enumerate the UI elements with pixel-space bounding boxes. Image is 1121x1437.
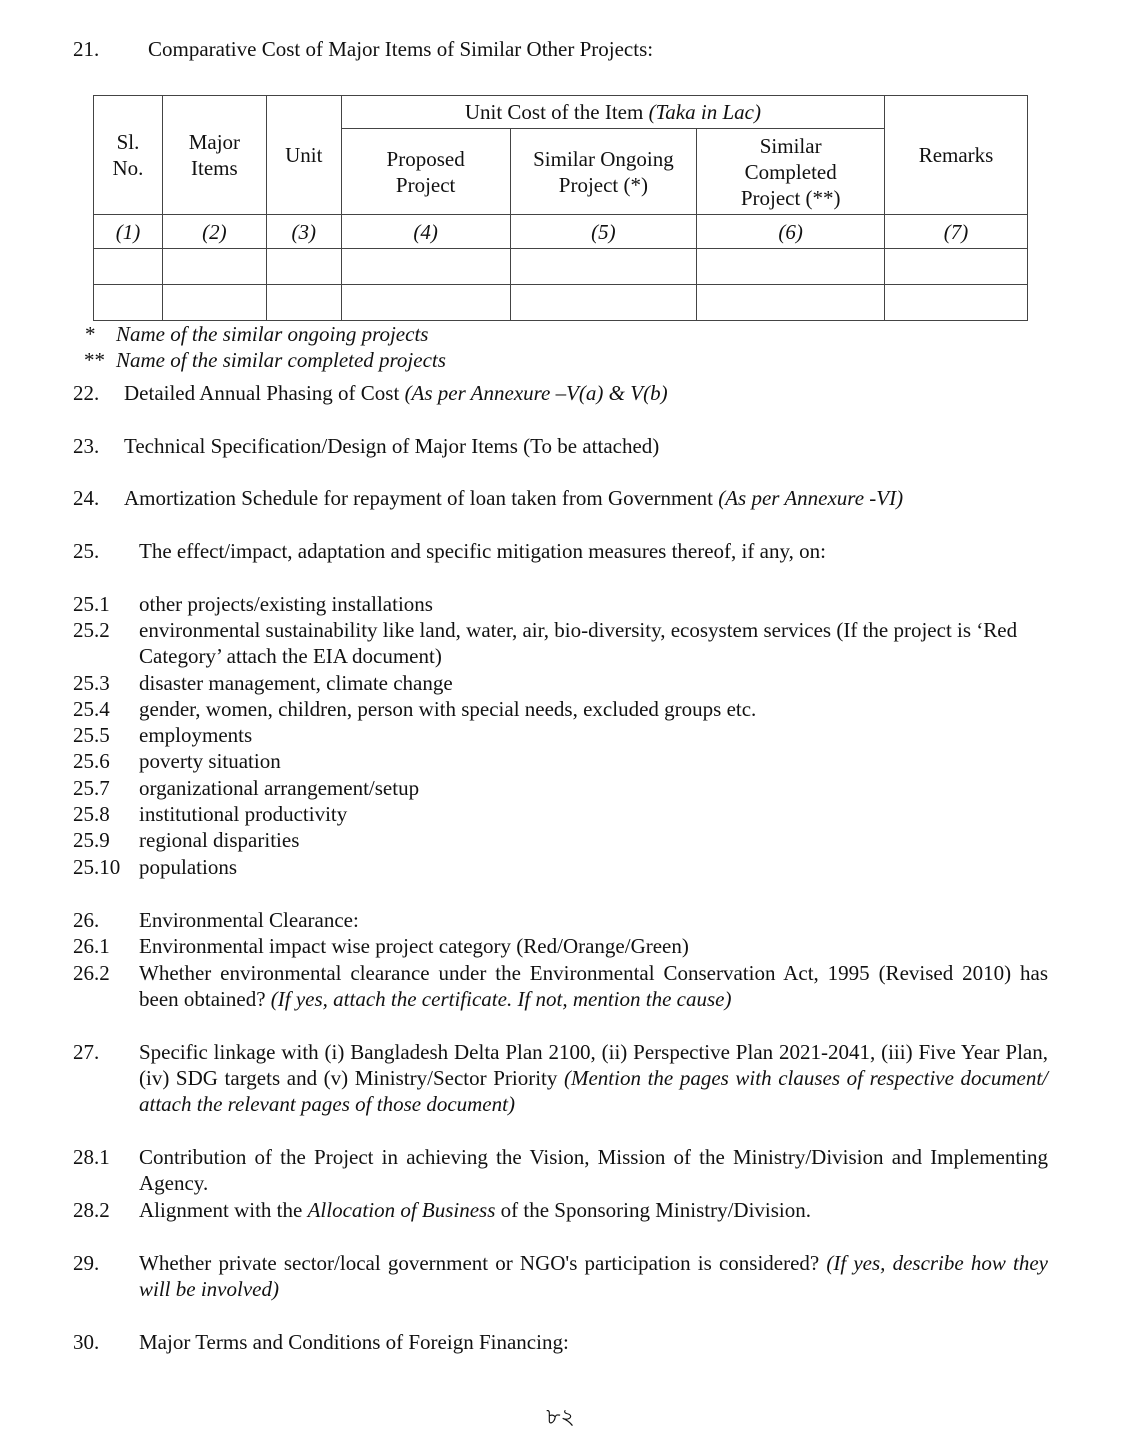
section-24-text: Amortization Schedule for repayment of loan taken from Government (As per Annexure -VI)	[124, 486, 904, 510]
section-23-number: 23.	[73, 434, 100, 458]
header-proposed-project: Proposed Project	[341, 129, 510, 215]
section-27-text: Specific linkage with (i) Bangladesh Delta Plan 2100, (ii) Perspective Plan 2021-2041, (iii) Five Year Plan, (iv) SDG targets and (v) Ministry/Sector Priority (Mention the pages with clauses of respective document/ attach the relevant pages of those document)	[139, 1040, 1048, 1116]
table-cell	[341, 249, 510, 285]
table-cell	[341, 285, 510, 321]
col-number: (6)	[697, 215, 885, 249]
item-text: environmental sustainability like land, water, air, bio-diversity, ecosystem services (If the project is ‘Red Category’ attach the EIA document)	[139, 618, 1018, 668]
item-number: 25.9	[73, 828, 110, 852]
table-cell	[162, 285, 266, 321]
header-similar-completed: Similar Completed Project (**)	[697, 129, 885, 215]
item-text: organizational arrangement/setup	[139, 776, 420, 800]
col-number: (7)	[885, 215, 1028, 249]
table-cell	[697, 249, 885, 285]
item-text: populations	[139, 855, 237, 879]
item-text: employments	[139, 723, 253, 747]
item-number: 26.1	[73, 934, 110, 958]
table-row	[94, 285, 1028, 321]
section-26-number: 26.	[73, 908, 100, 932]
section-22-text: Detailed Annual Phasing of Cost (As per Annexure –V(a) & V(b)	[124, 381, 668, 405]
table-cell	[697, 285, 885, 321]
item-number: 25.10	[73, 855, 121, 879]
item-text: gender, women, children, person with special needs, excluded groups etc.	[139, 697, 757, 721]
page-number: ৮২	[546, 1404, 575, 1429]
item-number: 25.3	[73, 671, 110, 695]
item-text: other projects/existing installations	[139, 592, 433, 616]
table-cell	[510, 249, 697, 285]
col-number: (3)	[266, 215, 341, 249]
item-text: Alignment with the Allocation of Business of the Sponsoring Ministry/Division.	[139, 1198, 812, 1222]
item-text: Whether environmental clearance under the Environmental Conservation Act, 1995 (Revised 2010) has been obtained? (If yes, attach the certificate. If not, mention the cause)	[139, 961, 1048, 1011]
item-number: 28.1	[73, 1145, 110, 1169]
section-25-text: The effect/impact, adaptation and specific mitigation measures thereof, if any, on:	[139, 539, 826, 563]
section-30-number: 30.	[73, 1330, 100, 1354]
table-row	[94, 249, 1028, 285]
item-number: 25.2	[73, 618, 110, 642]
section-23-text: Technical Specification/Design of Major Items (To be attached)	[124, 434, 660, 458]
item-text: institutional productivity	[139, 802, 348, 826]
section-21-title: Comparative Cost of Major Items of Similar Other Projects:	[148, 37, 654, 61]
table-cell	[510, 285, 697, 321]
section-30-text: Major Terms and Conditions of Foreign Financing:	[139, 1330, 569, 1354]
section-29-text: Whether private sector/local government or NGO's participation is considered? (If yes, describe how they will be involved)	[139, 1251, 1048, 1301]
section-21-number: 21.	[73, 37, 100, 61]
item-text: disaster management, climate change	[139, 671, 453, 695]
header-sl-no: Sl. No.	[94, 96, 163, 215]
table-cell	[94, 249, 163, 285]
item-number: 28.2	[73, 1198, 110, 1222]
footnote-text: Name of the similar completed projects	[116, 348, 446, 372]
section-22-number: 22.	[73, 381, 100, 405]
column-number-row	[94, 215, 1028, 249]
col-number: (5)	[510, 215, 697, 249]
table-cell	[162, 249, 266, 285]
item-number: 25.7	[73, 776, 110, 800]
item-number: 25.1	[73, 592, 110, 616]
header-unit-cost-group: Unit Cost of the Item (Taka in Lac)	[341, 96, 884, 129]
header-unit: Unit	[266, 96, 341, 215]
header-major-items: Major Items	[162, 96, 266, 215]
section-29-number: 29.	[73, 1251, 100, 1275]
section-24-number: 24.	[73, 486, 100, 510]
section-27-number: 27.	[73, 1040, 100, 1064]
item-text: Contribution of the Project in achieving the Vision, Mission of the Ministry/Division and Implementing Agency.	[139, 1145, 1048, 1195]
header-remarks: Remarks	[885, 96, 1028, 215]
table-cell	[94, 285, 163, 321]
item-number: 25.6	[73, 749, 110, 773]
item-text: regional disparities	[139, 828, 300, 852]
header-similar-ongoing: Similar Ongoing Project (*)	[510, 129, 697, 215]
section-25-number: 25.	[73, 539, 100, 563]
item-number: 25.8	[73, 802, 110, 826]
col-number: (2)	[162, 215, 266, 249]
table-cell	[885, 249, 1028, 285]
comparative-cost-table	[93, 95, 1028, 321]
section-26-text: Environmental Clearance:	[139, 908, 359, 932]
item-number: 25.5	[73, 723, 110, 747]
item-number: 25.4	[73, 697, 110, 721]
table-cell	[266, 249, 341, 285]
table-cell	[266, 285, 341, 321]
footnote-text: Name of the similar ongoing projects	[116, 322, 429, 346]
footnote-mark: **	[84, 348, 105, 372]
item-number: 26.2	[73, 961, 110, 985]
item-text: Environmental impact wise project category (Red/Orange/Green)	[139, 934, 689, 958]
col-number: (1)	[94, 215, 163, 249]
table-cell	[885, 285, 1028, 321]
footnote-mark: *	[85, 322, 96, 346]
col-number: (4)	[341, 215, 510, 249]
item-text: poverty situation	[139, 749, 281, 773]
